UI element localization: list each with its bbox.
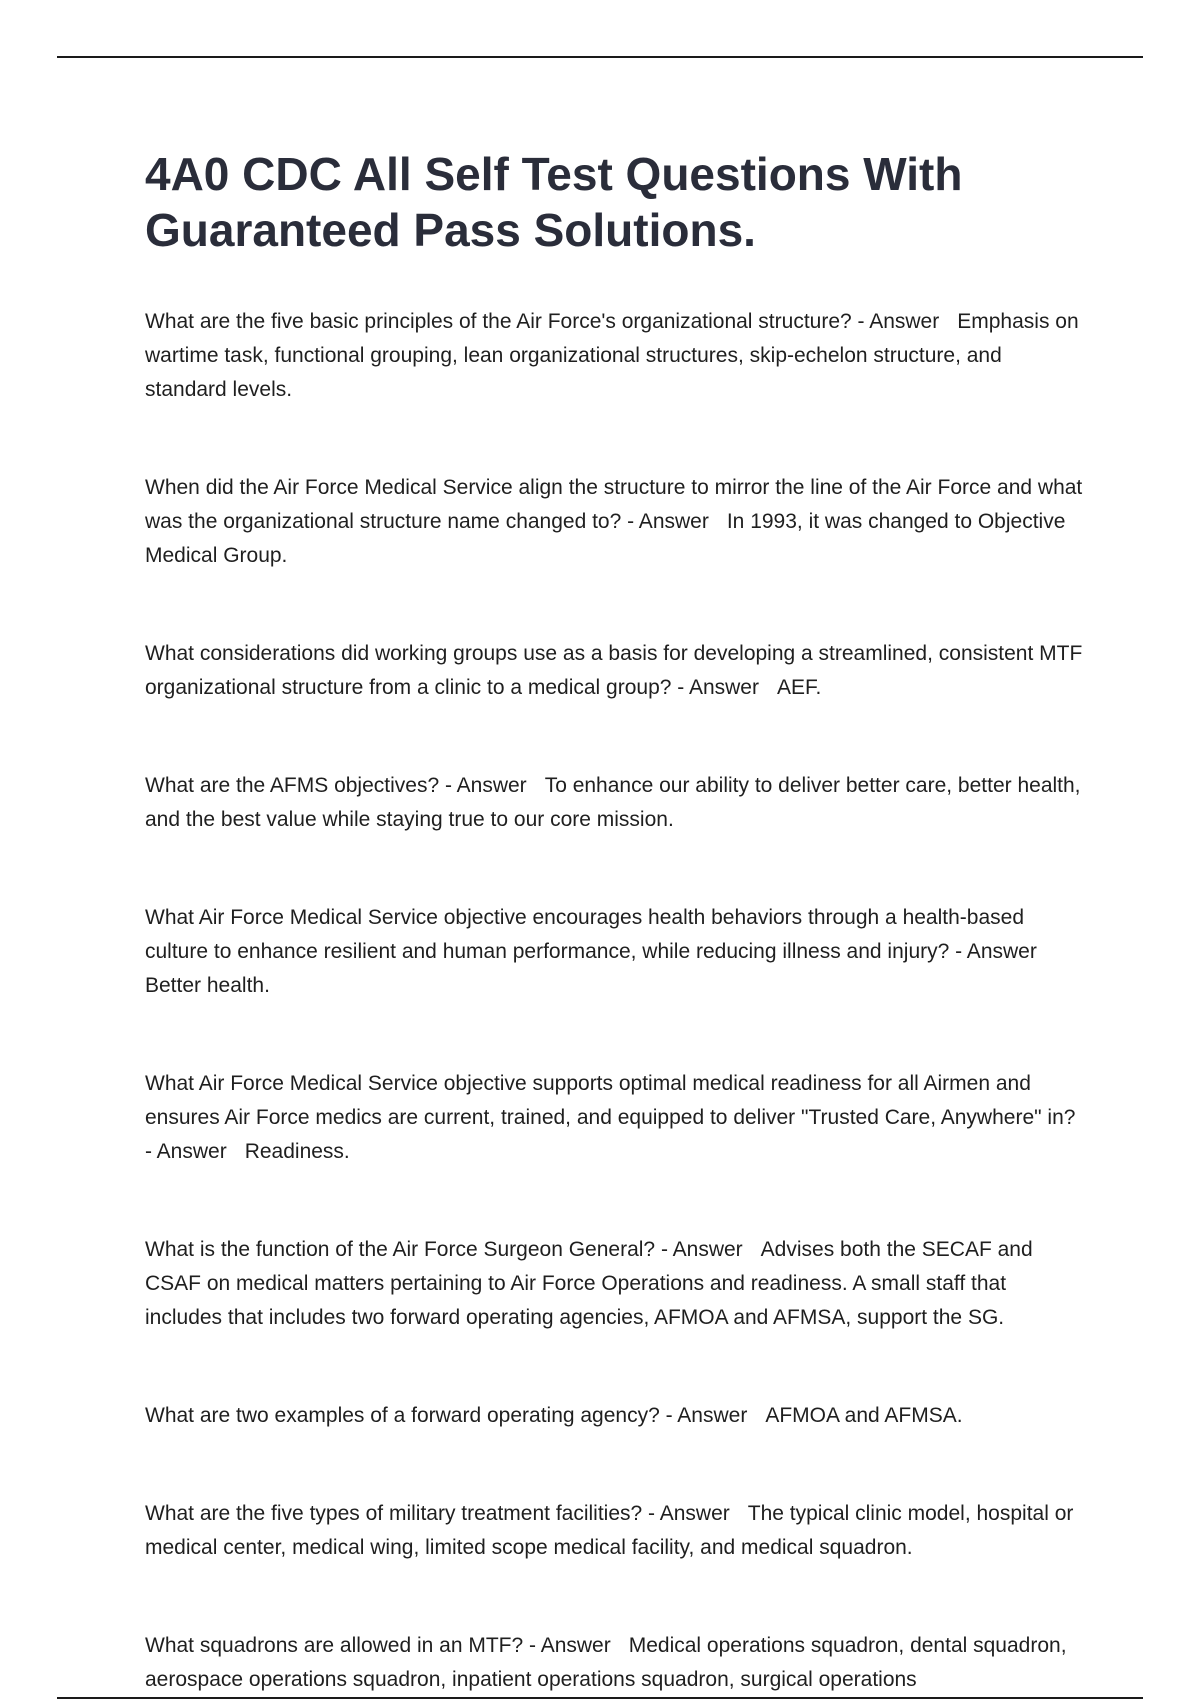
qa-item — [145, 1399, 1085, 1433]
question-text: What are the five types of military treatment facilities? — [145, 1502, 643, 1525]
answer-separator: - Answer — [665, 1404, 748, 1427]
qa-item — [145, 637, 1085, 705]
answer-separator: - Answer — [648, 1502, 730, 1525]
qa-item — [145, 1233, 1085, 1335]
question-text: What are two examples of a forward operating agency? — [145, 1404, 660, 1427]
qa-item — [145, 305, 1085, 407]
qa-item — [145, 769, 1085, 837]
qa-item — [145, 901, 1085, 1003]
answer-separator: - Answer — [677, 676, 759, 699]
question-text: What Air Force Medical Service objective supports optimal medical readiness for all Airmen and ensures Air Force medics are current, trained, and equipped to deliver "Trusted Care, Anywhere" in? — [145, 1072, 1076, 1129]
answer-separator: - Answer — [145, 1140, 227, 1163]
answer-text: Emphasis on wartime task, functional grouping, lean organizational structures, skip-echelon structure, and standard levels. — [145, 310, 1079, 401]
qa-item — [145, 1497, 1085, 1565]
answer-separator: - Answer — [627, 510, 709, 533]
qa-item — [145, 1067, 1085, 1169]
answer-text: In 1993, it was changed to Objective Medical Group. — [145, 510, 1066, 567]
qa-item — [145, 471, 1085, 573]
qa-list — [145, 305, 1085, 1700]
answer-text: AEF. — [776, 676, 822, 699]
answer-text: Advises both the SECAF and CSAF on medical matters pertaining to Air Force Operations and readiness. A small staff that includes that includes two forward operating agencies, AFMOA and AFMSA, support the SG. — [145, 1238, 1033, 1329]
answer-text: Medical operations squadron, dental squadron, aerospace operations squadron, inpatient operations squadron, surgical operations — [145, 1634, 1067, 1691]
question-text: When did the Air Force Medical Service align the structure to mirror the line of the Air Force and what was the organizational structure name changed to? — [145, 476, 1083, 533]
question-text: What is the function of the Air Force Surgeon General? — [145, 1238, 656, 1261]
question-text: What considerations did working groups use as a basis for developing a streamlined, consistent MTF organizational structure from a clinic to a medical group? — [145, 642, 1083, 699]
question-text: What are the five basic principles of the Air Force's organizational structure? — [145, 310, 852, 333]
question-text: What are the AFMS objectives? — [145, 774, 440, 797]
answer-separator: - Answer — [955, 940, 1037, 963]
answer-separator: - Answer — [529, 1634, 611, 1657]
answer-separator: - Answer — [444, 774, 527, 797]
qa-item — [145, 1629, 1085, 1697]
answer-text: AFMOA and AFMSA. — [765, 1404, 963, 1427]
answer-separator: - Answer — [660, 1238, 743, 1261]
question-text: What squadrons are allowed in an MTF? — [145, 1634, 524, 1657]
top-divider — [57, 56, 1143, 58]
answer-separator: - Answer — [857, 310, 940, 333]
document-title: 4A0 CDC All Self Test Questions With Guaranteed Pass Solutions. — [145, 148, 963, 256]
answer-text: Better health. — [145, 974, 270, 997]
answer-text: To enhance our ability to deliver better care, better health, and the best value while staying true to our core mission. — [145, 774, 1081, 831]
answer-text: Readiness. — [244, 1140, 350, 1163]
question-text: What Air Force Medical Service objective encourages health behaviors through a health-based culture to enhance resilient and human performance, while reducing illness and injury? — [145, 906, 1024, 963]
answer-text: The typical clinic model, hospital or medical center, medical wing, limited scope medical facility, and medical squadron. — [145, 1502, 1074, 1559]
bottom-divider — [57, 1697, 1143, 1699]
